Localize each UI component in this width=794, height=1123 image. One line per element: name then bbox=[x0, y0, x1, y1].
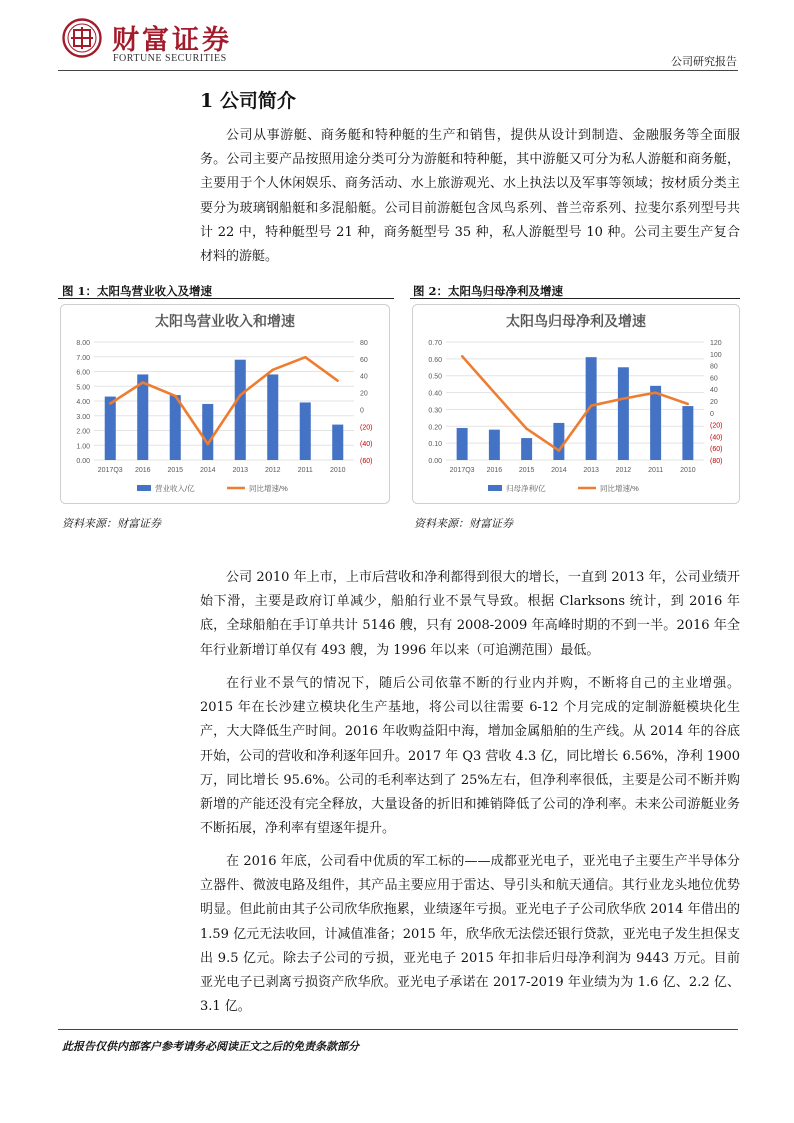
left-axis-tick: 0.60 bbox=[428, 356, 442, 364]
category-label: 2016 bbox=[134, 467, 151, 474]
bar bbox=[300, 402, 311, 460]
bar bbox=[457, 428, 468, 460]
right-axis-tick: 20 bbox=[360, 390, 368, 398]
paragraph-company-intro: 公司从事游艇、商务艇和特种艇的生产和销售，提供从设计到制造、金融服务等全面服务。公司主要产品按照用途分类可分为游艇和特种艇，其中游艇又可分为私人游艇和商务艇，主要用于个人休闲娱乐、商务活动、水上旅游观光、水上执法以及军事等领域；按材质分类主要分为玻璃钢船艇和多混船艇。公司目前游艇包含凤鸟系列、普兰帝系列、拉斐尔系列型号共计 22 中，特种艇型号 21 种，商务艇型号 35 种，私人游艇型号 10 种。公司主要生产复合材料的游艇。 bbox=[200, 128, 740, 265]
bar bbox=[618, 367, 629, 460]
right-axis-tick: 40 bbox=[360, 373, 368, 381]
left-axis-tick: 0.30 bbox=[428, 407, 442, 415]
header-divider bbox=[58, 70, 738, 71]
growth-point bbox=[239, 394, 241, 396]
category-label: 2014 bbox=[199, 467, 216, 474]
left-axis-tick: 4.00 bbox=[76, 399, 90, 406]
category-label: 2017Q3 bbox=[449, 467, 475, 474]
figure-2-source: 资料来源：财富证券 bbox=[414, 517, 513, 530]
figure-2-rule bbox=[410, 298, 740, 299]
right-axis-tick: (40) bbox=[360, 441, 373, 449]
category-label: 2010 bbox=[329, 467, 346, 474]
growth-point bbox=[109, 402, 111, 404]
category-label: 2015 bbox=[518, 467, 535, 474]
left-axis-tick: 0.10 bbox=[428, 441, 442, 449]
category-label: 2017Q3 bbox=[97, 467, 123, 474]
growth-point bbox=[461, 355, 463, 357]
right-axis-tick: (80) bbox=[710, 458, 723, 465]
bar bbox=[521, 438, 532, 460]
bar bbox=[202, 404, 213, 460]
right-axis-tick: 20 bbox=[710, 399, 718, 406]
category-label: 2011 bbox=[648, 467, 664, 474]
logo-icon bbox=[62, 18, 102, 58]
right-axis-tick: (60) bbox=[360, 458, 373, 465]
legend-swatch-bar bbox=[488, 485, 502, 491]
left-axis-tick: 8.00 bbox=[76, 340, 90, 347]
bar bbox=[105, 397, 116, 460]
bar bbox=[650, 386, 661, 460]
growth-point bbox=[558, 449, 560, 451]
right-axis-tick: 60 bbox=[360, 356, 368, 364]
category-label: 2012 bbox=[615, 467, 632, 474]
left-axis-tick: 0.40 bbox=[428, 390, 442, 398]
category-label: 2014 bbox=[551, 467, 567, 474]
left-axis-tick: 0.00 bbox=[428, 458, 442, 465]
bar bbox=[267, 374, 278, 460]
growth-point bbox=[493, 392, 495, 394]
left-axis-tick: 6.00 bbox=[76, 369, 90, 377]
right-axis-tick: 40 bbox=[710, 387, 718, 395]
growth-point bbox=[337, 380, 339, 382]
figure-2-title: 图 2：太阳鸟归母净利及增速 bbox=[413, 284, 564, 298]
right-axis-tick: 0 bbox=[710, 410, 714, 418]
right-axis-tick: (40) bbox=[710, 434, 723, 442]
paragraph-mergers: 在行业不景气的情况下，随后公司依靠不断的行业内并购，不断将自己的主业增强。2015 年在长沙建立模块化生产基地，将公司以往需要 6-12 个月完成的定制游艇模块化生产，大大降低生产时间。2016 年收购益阳中海，增加金属船舶的生产线。从 2014 年的谷底开始，公司的营收和净利逐年回升。2017 年 Q3 营收 4.3 亿，同比增长 6.56%，净利 1900 万，同比增长 95.6%。公司的毛利率达到了 25%左右，但净利率很低，主要是公司不断并购新增的产能还没有完全释放，大量设备的折旧和摊销降低了公司的净利率。未来公司游艇业务不断拓展，净利率有望逐年提升。 bbox=[200, 676, 740, 837]
right-axis-tick: 80 bbox=[710, 363, 718, 371]
paragraph-yaguang: 在 2016 年底，公司看中优质的军工标的——成都亚光电子，亚光电子主要生产半导体分立器件、微波电路及组件，其产品主要应用于雷达、导引头和航天通信。其行业龙头地位优势明显。但此前由其子公司欣华欣拖累，业绩逐年亏损。亚光电子子公司欣华欣 2014 年借出的 1.59 亿元无法收回，计减值准备；2015 年，欣华欣无法偿还银行贷款，亚光电子发生担保支出 9.5 亿元。除去子公司的亏损，亚光电子 2015 年扣非后归母净利润为 9443 万元。目前亚光电子已剥离亏损资产欣华欣。亚光电子承诺在 2017-2019 年业绩为为 1.6 亿、2.2 亿、3.1 亿。 bbox=[200, 854, 740, 1015]
section-title: 1 公司简介 bbox=[200, 90, 296, 112]
bar bbox=[332, 425, 343, 460]
growth-point bbox=[272, 369, 274, 371]
category-label: 2012 bbox=[264, 467, 281, 474]
growth-point bbox=[174, 395, 176, 397]
figure-1-rule bbox=[58, 298, 394, 299]
revenue-chart bbox=[60, 304, 390, 504]
report-type-label: 公司研究报告 bbox=[671, 55, 737, 68]
left-axis-tick: 7.00 bbox=[76, 354, 90, 362]
growth-point bbox=[590, 405, 592, 407]
right-axis-tick: (20) bbox=[710, 422, 723, 430]
brand-name-en: FORTUNE SECURITIES bbox=[113, 53, 227, 64]
category-label: 2015 bbox=[167, 467, 184, 474]
right-axis-tick: (60) bbox=[710, 446, 723, 454]
net-profit-chart bbox=[412, 304, 740, 504]
right-axis-tick: (20) bbox=[360, 424, 373, 432]
category-label: 2011 bbox=[297, 467, 313, 474]
left-axis-tick: 2.00 bbox=[76, 428, 90, 436]
legend-label-bar: 归母净利/亿 bbox=[506, 484, 546, 493]
figure-1-source: 资料来源：财富证券 bbox=[62, 517, 161, 530]
right-axis-tick: 0 bbox=[360, 407, 364, 415]
legend-label-line: 同比增速/% bbox=[600, 484, 639, 493]
chart-title: 太阳鸟归母净利及增速 bbox=[506, 313, 646, 329]
legend-label-line: 同比增速/% bbox=[249, 484, 288, 493]
left-axis-tick: 0.20 bbox=[428, 424, 442, 432]
growth-point bbox=[207, 443, 209, 445]
left-axis-tick: 5.00 bbox=[76, 384, 90, 392]
growth-point bbox=[525, 428, 527, 430]
left-axis-tick: 1.00 bbox=[76, 443, 90, 451]
left-axis-tick: 0.70 bbox=[428, 340, 442, 347]
bar bbox=[489, 430, 500, 460]
paragraph-listing-history: 公司 2010 年上市，上市后营收和净利都得到很大的增长，一直到 2013 年，公司业绩开始下滑，主要是政府订单减少，船舶行业不景气导致。根据 Clarksons 统计，到 2016 年底，全球船舶在手订单共计 5146 艘，只有 2008-2009 年高峰时期的不到一半。2016 年全年行业新增订单仅有 493 艘，为 1996 年以来（可追溯范围）最低。 bbox=[200, 570, 740, 658]
left-axis-tick: 3.00 bbox=[76, 413, 90, 421]
figure-1-title: 图 1：太阳鸟营业收入及增速 bbox=[62, 284, 213, 298]
right-axis-tick: 120 bbox=[710, 340, 722, 347]
category-label: 2010 bbox=[680, 467, 696, 474]
bar bbox=[682, 406, 693, 460]
growth-point bbox=[622, 397, 624, 399]
right-axis-tick: 60 bbox=[710, 375, 718, 383]
bar bbox=[235, 360, 246, 460]
bar bbox=[586, 357, 597, 460]
brand-name-cn: 财富证券 bbox=[112, 25, 232, 56]
bar bbox=[137, 374, 148, 460]
growth-point bbox=[654, 392, 656, 394]
legend-label-bar: 营业收入/亿 bbox=[155, 484, 195, 493]
category-label: 2016 bbox=[486, 467, 503, 474]
growth-point bbox=[142, 381, 144, 383]
footer-disclaimer: 此报告仅供内部客户参考请务必阅读正文之后的免责条款部分 bbox=[62, 1040, 359, 1053]
growth-point bbox=[687, 403, 689, 405]
legend-swatch-bar bbox=[137, 485, 151, 491]
bar bbox=[553, 423, 564, 460]
category-label: 2013 bbox=[232, 467, 249, 474]
growth-point bbox=[304, 356, 306, 358]
left-axis-tick: 0.50 bbox=[428, 373, 442, 381]
footer-divider bbox=[58, 1029, 738, 1030]
chart-title: 太阳鸟营业收入和增速 bbox=[155, 313, 295, 329]
category-label: 2013 bbox=[583, 467, 599, 474]
right-axis-tick: 80 bbox=[360, 340, 368, 347]
right-axis-tick: 100 bbox=[710, 351, 722, 359]
left-axis-tick: 0.00 bbox=[76, 458, 90, 465]
bar bbox=[170, 395, 181, 460]
